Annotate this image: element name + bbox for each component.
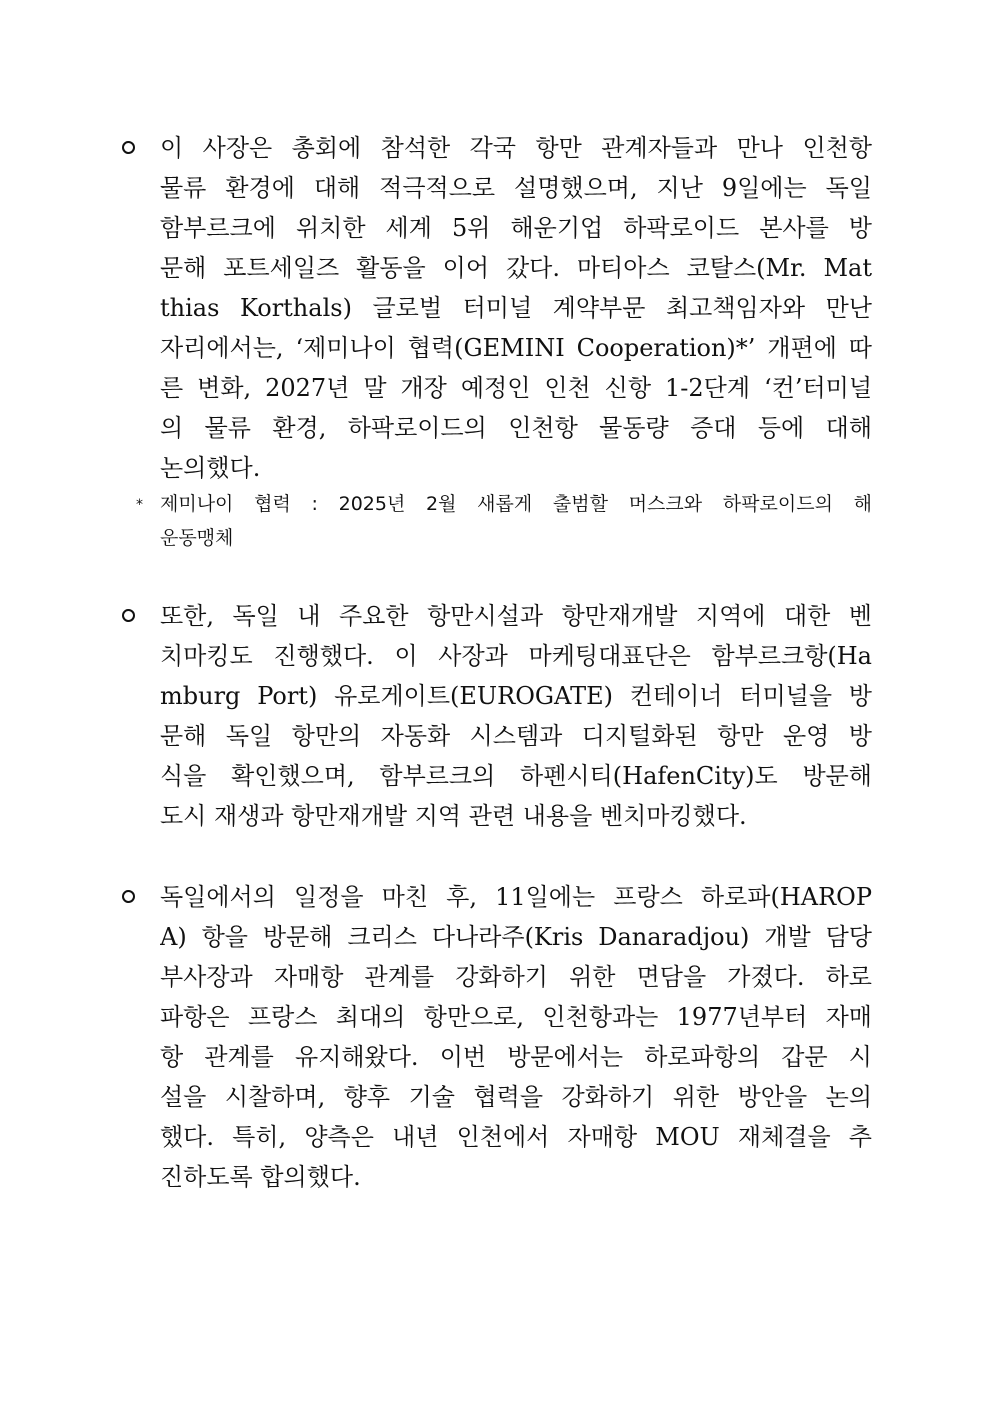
paragraph-line: thias Korthals) 글로벌 터미널 계약부문 최고책임자와 만난 [160,294,872,322]
circle-bullet-icon [122,890,135,903]
paragraph-line: 문해 포트세일즈 활동을 이어 갔다. 마티아스 코탈스(Mr. Mat [160,254,872,282]
paragraph-line: 의 물류 환경, 하팍로이드의 인천항 물동량 증대 등에 대해 [160,414,872,442]
circle-bullet-icon [122,609,135,622]
paragraph-line: 함부르크에 위치한 세계 5위 해운기업 하팍로이드 본사를 방 [160,214,872,242]
paragraph-line: 식을 확인했으며, 함부르크의 하펜시티(HafenCity)도 방문해 [160,762,872,790]
footnote-line: 제미나이 협력 : 2025년 2월 새롭게 출범할 머스크와 하팍로이드의 해 [160,493,872,515]
paragraph-line: 항 관계를 유지해왔다. 이번 방문에서는 하로파항의 갑문 시 [160,1043,872,1071]
paragraph-line: A) 항을 방문해 크리스 다나라주(Kris Danaradjou) 개발 담당 [160,923,872,951]
paragraph-line: 른 변화, 2027년 말 개장 예정인 인천 신항 1-2단계 ‘컨’터미널 [160,374,872,402]
paragraph-line: 도시 재생과 항만재개발 지역 관련 내용을 벤치마킹했다. [160,802,747,830]
circle-bullet-icon [122,141,135,154]
paragraph-line: 또한, 독일 내 주요한 항만시설과 항만재개발 지역에 대한 벤 [160,602,872,630]
paragraph-line: 진하도록 합의했다. [160,1163,361,1191]
paragraph-line: mburg Port) 유로게이트(EUROGATE) 컨테이너 터미널을 방 [160,682,872,710]
footnote-marker: * [136,497,143,513]
paragraph-line: 독일에서의 일정을 마친 후, 11일에는 프랑스 하로파(HAROP [160,883,872,911]
paragraph-line: 파항은 프랑스 최대의 항만으로, 인천항과는 1977년부터 자매 [160,1003,872,1031]
paragraph-line: 했다. 특히, 양측은 내년 인천에서 자매항 MOU 재체결을 추 [160,1123,872,1151]
paragraph-line: 설을 시찰하며, 향후 기술 협력을 강화하기 위한 방안을 논의 [160,1083,872,1111]
footnote-line: 운동맹체 [160,527,234,549]
paragraph-line: 물류 환경에 대해 적극적으로 설명했으며, 지난 9일에는 독일 [160,174,872,202]
paragraph-line: 부사장과 자매항 관계를 강화하기 위한 면담을 가졌다. 하로 [160,963,872,991]
paragraph-line: 치마킹도 진행했다. 이 사장과 마케팅대표단은 함부르크항(Ha [160,642,872,670]
paragraph-line: 논의했다. [160,454,261,482]
paragraph-line: 이 사장은 총회에 참석한 각국 항만 관계자들과 만나 인천항 [160,134,872,162]
paragraph-line: 자리에서는, ‘제미나이 협력(GEMINI Cooperation)*’ 개편에 따 [160,334,872,362]
paragraph-line: 문해 독일 항만의 자동화 시스템과 디지털화된 항만 운영 방 [160,722,872,750]
